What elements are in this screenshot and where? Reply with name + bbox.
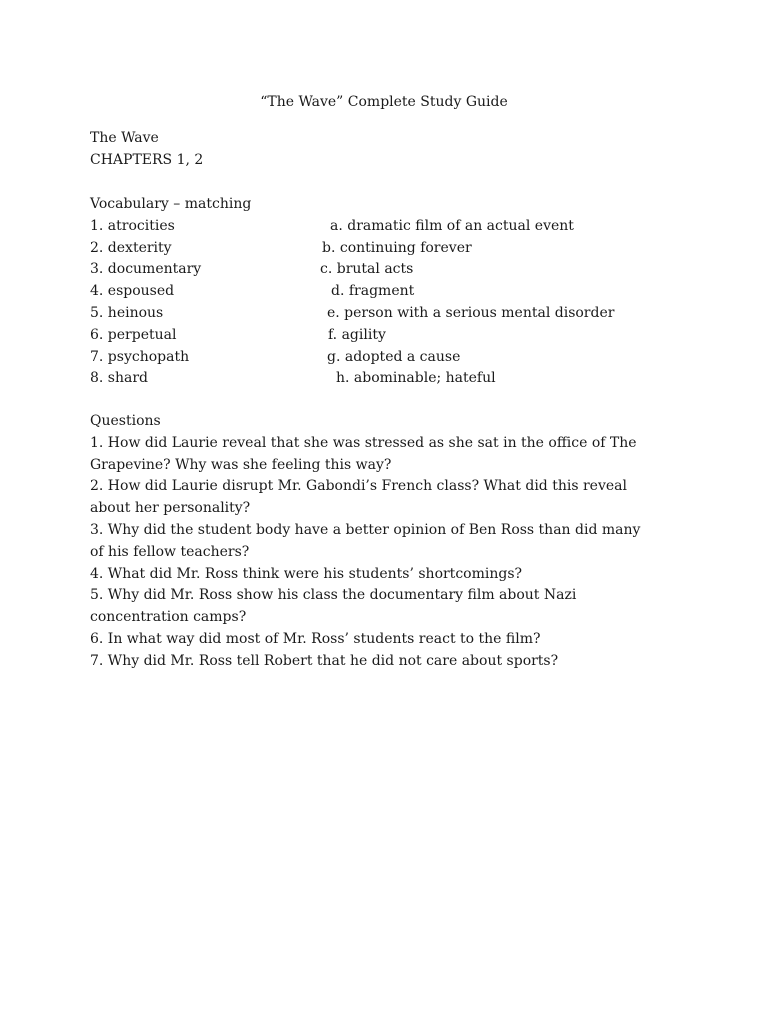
- question-line: of his fellow teachers?: [90, 543, 250, 560]
- question-line: 5. Why did Mr. Ross show his class the documentary film about Nazi: [90, 587, 577, 604]
- vocab-definition: d. fragment: [331, 283, 415, 300]
- chapters-heading: CHAPTERS 1, 2: [90, 151, 204, 168]
- question-item: [90, 629, 680, 651]
- vocab-row: [90, 216, 680, 238]
- question-item: [90, 433, 680, 477]
- vocab-term: 4. espoused: [90, 283, 175, 300]
- vocab-definition: c. brutal acts: [320, 261, 414, 278]
- questions-section: [90, 411, 680, 673]
- page-title: “The Wave” Complete Study Guide: [260, 94, 508, 110]
- question-line: 1. How did Laurie reveal that she was stressed as she sat in the office of The: [90, 434, 637, 451]
- vocab-row: [90, 259, 680, 281]
- vocab-definition: b. continuing forever: [322, 239, 472, 256]
- book-title: The Wave: [90, 130, 159, 146]
- question-line: 7. Why did Mr. Ross tell Robert that he did not care about sports?: [90, 652, 559, 669]
- vocab-row: [90, 325, 680, 347]
- vocab-term: 7. psychopath: [90, 348, 190, 365]
- vocab-definition: f. agility: [328, 326, 386, 343]
- question-line: Grapevine? Why was she feeling this way?: [90, 456, 392, 473]
- vocab-heading: Vocabulary – matching: [90, 196, 252, 212]
- vocab-term: 2. dexterity: [90, 239, 172, 256]
- vocab-definition: e. person with a serious mental disorder: [327, 304, 615, 321]
- vocab-term: 3. documentary: [90, 261, 202, 278]
- question-line: 2. How did Laurie disrupt Mr. Gabondi’s French class? What did this reveal: [90, 478, 627, 495]
- vocab-row: [90, 238, 680, 260]
- vocab-row: [90, 347, 680, 369]
- questions-heading: Questions: [90, 413, 161, 429]
- vocab-row: [90, 281, 680, 303]
- vocabulary-section: [90, 194, 680, 390]
- vocab-row: [90, 368, 680, 390]
- question-item: [90, 476, 680, 520]
- vocab-term: 5. heinous: [90, 304, 164, 321]
- vocab-definition: a. dramatic film of an actual event: [330, 217, 574, 234]
- header-block: [90, 128, 680, 172]
- question-line: 4. What did Mr. Ross think were his students’ shortcomings?: [90, 565, 523, 582]
- vocab-term: 8. shard: [90, 370, 149, 387]
- vocab-definition: g. adopted a cause: [327, 348, 461, 365]
- vocab-row: [90, 303, 680, 325]
- question-item: [90, 585, 680, 629]
- question-item: [90, 564, 680, 586]
- question-item: [90, 520, 680, 564]
- question-line: concentration camps?: [90, 609, 247, 626]
- vocab-definition: h. abominable; hateful: [336, 370, 496, 387]
- question-line: about her personality?: [90, 500, 251, 517]
- question-item: [90, 651, 680, 673]
- vocab-term: 6. perpetual: [90, 326, 177, 343]
- vocab-term: 1. atrocities: [90, 217, 175, 234]
- question-line: 3. Why did the student body have a better opinion of Ben Ross than did many: [90, 521, 641, 538]
- question-line: 6. In what way did most of Mr. Ross’ students react to the film?: [90, 630, 541, 647]
